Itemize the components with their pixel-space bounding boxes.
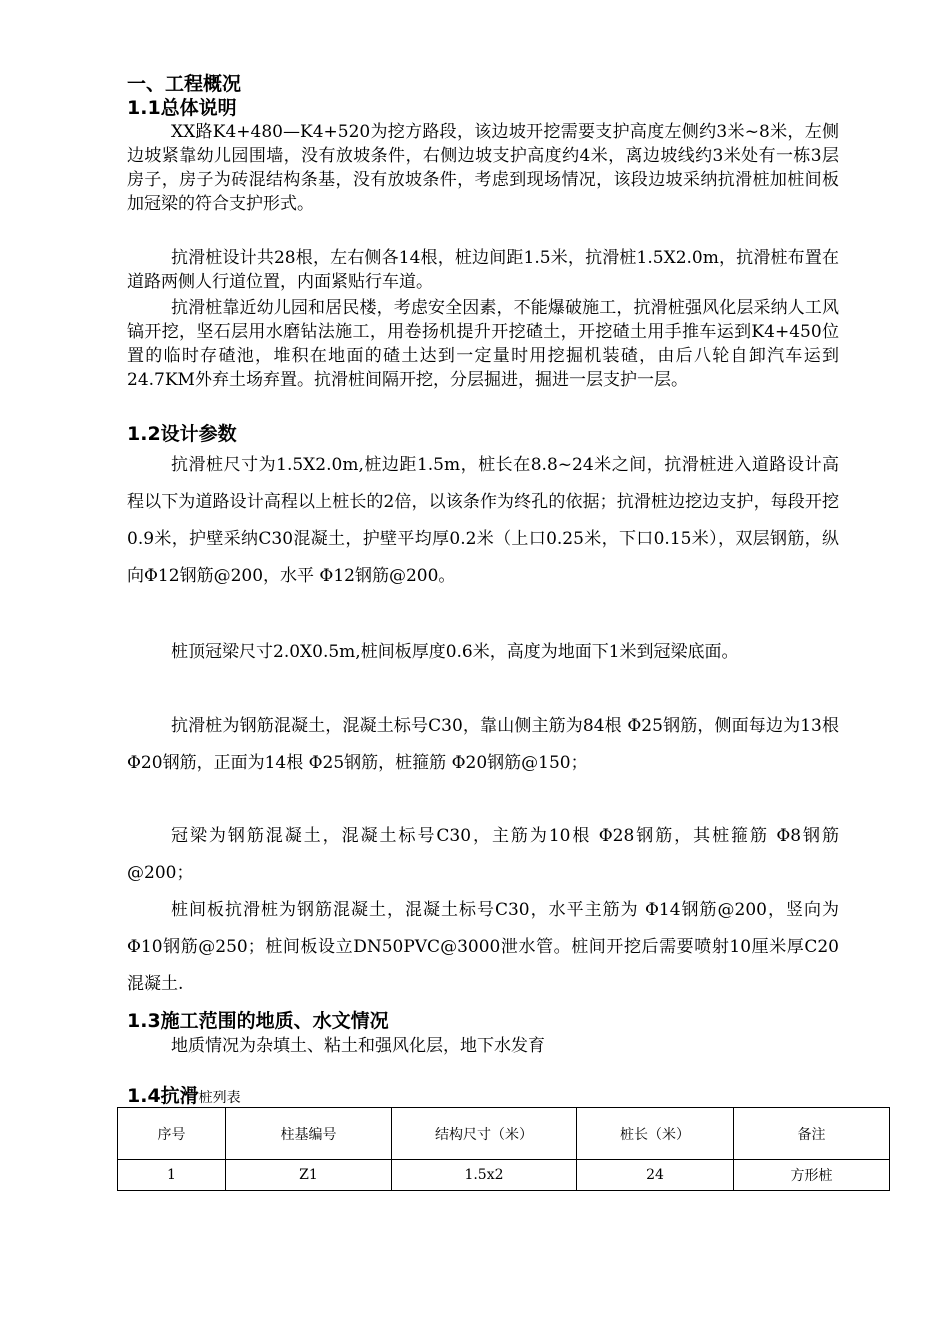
header-foundation-id: 柱基编号 xyxy=(226,1108,392,1160)
cell-structure-size: 1.5x2 xyxy=(392,1160,577,1191)
cell-pile-length: 24 xyxy=(577,1160,734,1191)
header-structure-size: 结构尺寸（米） xyxy=(392,1108,577,1160)
cell-remarks: 方形桩 xyxy=(734,1160,890,1191)
pile-table xyxy=(117,1107,890,1191)
heading-geology-hydrology: 1.3施工范围的地质、水文情况 xyxy=(127,1010,389,1032)
header-remarks: 备注 xyxy=(734,1108,890,1160)
header-pile-length: 桩长（米） xyxy=(577,1108,734,1160)
paragraph-general-3: 抗滑桩靠近幼儿园和居民楼，考虑安全因素，不能爆破施工，抗滑桩强风化层采纳人工风镐开挖，坚石层用水磨钻法施工，用卷扬机提升开挖碴土，开挖碴土用手推车运到K4+450位置的临时存碴池，堆积在地面的碴土达到一定量时用挖掘机装碴，由后八轮自卸汽车运到24.7KM外弃土场弃置。抗滑桩间隔开挖，分层掘进，掘进一层支护一层。 xyxy=(127,298,839,390)
table-row xyxy=(118,1160,890,1191)
paragraph-geology: 地质情况为杂填土、粘土和强风化层，地下水发育 xyxy=(171,1036,545,1056)
paragraph-general-2: 抗滑桩设计共28根，左右侧各14根，桩边间距1.5米，抗滑桩1.5X2.0m，抗滑桩布置在道路两侧人行道位置，内面紧贴行车道。 xyxy=(127,248,839,292)
heading-general-description: 1.1总体说明 xyxy=(127,97,237,119)
paragraph-design-5: 桩间板抗滑桩为钢筋混凝土，混凝土标号C30，水平主筋为 Φ14钢筋@200，竖向为 Φ10钢筋@250；桩间板设立DN50PVC@3000泄水管。桩间开挖后需要喷射10厘米厚C20混凝土. xyxy=(127,900,839,994)
header-serial: 序号 xyxy=(118,1108,226,1160)
heading-pile-list-suffix: 桩列表 xyxy=(198,1090,241,1106)
paragraph-design-1: 抗滑桩尺寸为1.5X2.0m,桩边距1.5m，桩长在8.8~24米之间，抗滑桩进入道路设计高程以下为道路设计高程以上桩长的2倍，以该条作为终孔的依据；抗滑桩边挖边支护，每段开挖0.9米，护壁采纳C30混凝土，护壁平均厚0.2米（上口0.25米，下口0.15米），双层钢筋，纵向Φ12钢筋@200，水平 Φ12钢筋@200。 xyxy=(127,455,839,586)
paragraph-design-3: 抗滑桩为钢筋混凝土，混凝土标号C30，靠山侧主筋为84根 Φ25钢筋，侧面每边为13根 Φ20钢筋，正面为14根 Φ25钢筋，桩箍筋 Φ20钢筋@150； xyxy=(127,716,839,773)
heading-design-parameters: 1.2设计参数 xyxy=(127,423,237,445)
section-heading-overview: 一、工程概况 xyxy=(127,73,242,95)
heading-pile-list-main: 1.4抗滑 xyxy=(127,1085,199,1107)
paragraph-design-2: 桩顶冠梁尺寸2.0X0.5m,桩间板厚度0.6米，高度为地面下1米到冠梁底面。 xyxy=(171,642,739,662)
paragraph-design-4: 冠梁为钢筋混凝土，混凝土标号C30，主筋为10根 Φ28钢筋，其桩箍筋 Φ8钢筋@200； xyxy=(127,826,839,883)
paragraph-general-1: XX路K4+480—K4+520为挖方路段，该边坡开挖需要支护高度左侧约3米~8米，左侧边坡紧靠幼儿园围墙，没有放坡条件，右侧边坡支护高度约4米，离边坡线约3米处有一栋3层房子，房子为砖混结构条基，没有放坡条件，考虑到现场情况，该段边坡采纳抗滑桩加桩间板加冠梁的符合支护形式。 xyxy=(127,122,839,214)
table-header-row xyxy=(118,1108,890,1160)
cell-foundation-id: Z1 xyxy=(226,1160,392,1191)
cell-serial: 1 xyxy=(118,1160,226,1191)
